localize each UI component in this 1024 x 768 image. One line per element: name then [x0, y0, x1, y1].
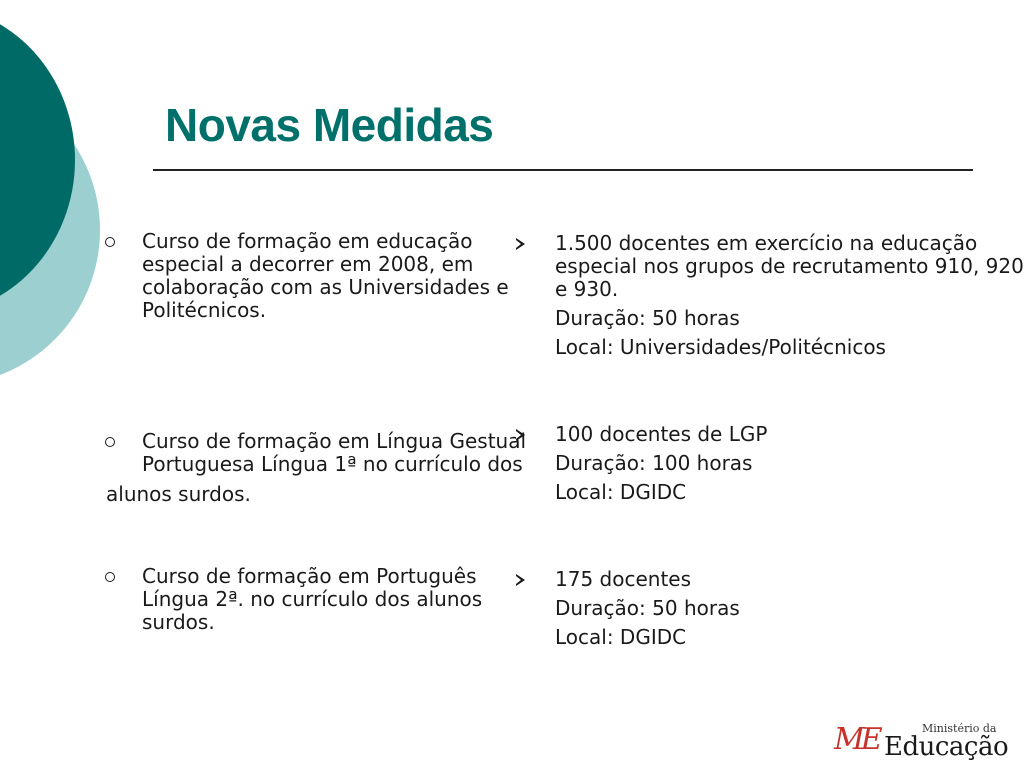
location-text: Local: DGIDC — [555, 480, 687, 504]
slide-title: Novas Medidas — [165, 99, 494, 151]
list-item-text: Curso de formação em Língua Gestual Portuguesa Língua 1ª no currículo dos — [142, 429, 527, 476]
duration-text: Duração: 50 horas — [555, 596, 740, 620]
ministry-logo — [830, 718, 1020, 766]
arrow-bullet-icon — [516, 238, 525, 250]
hollow-circle-bullet-icon — [105, 237, 115, 247]
list-item-text: 100 docentes de LGP — [555, 422, 768, 446]
list-item-text: 1.500 docentes em exercício na educação especial nos grupos de recrutamento 910, 920 e 930. — [555, 231, 1024, 301]
list-item-text: 175 docentes — [555, 567, 692, 591]
logo-ministry-text: Ministério da — [922, 722, 997, 735]
logo-education-text: Educação — [884, 732, 1009, 762]
duration-text: Duração: 50 horas — [555, 306, 740, 330]
logo-mark: ME — [834, 722, 879, 757]
arrow-bullet-icon — [516, 429, 525, 441]
location-text: Local: DGIDC — [555, 625, 687, 649]
list-item — [100, 230, 537, 322]
list-item — [513, 423, 1024, 504]
hollow-circle-bullet-icon — [105, 437, 115, 447]
arrow-bullet-icon — [516, 574, 525, 586]
duration-text: Duração: 100 horas — [555, 451, 753, 475]
list-item-text: Curso de formação em educação especial a decorrer em 2008, em colaboração com as Universidades e Politécnicos. — [142, 229, 509, 322]
list-item — [100, 565, 537, 634]
list-item-text: Curso de formação em Português Língua 2ª. no currículo dos alunos surdos. — [142, 564, 483, 634]
list-item-continuation: alunos surdos. — [106, 482, 251, 506]
location-text: Local: Universidades/Politécnicos — [555, 335, 886, 359]
title-divider — [153, 169, 973, 171]
list-item — [513, 568, 1024, 649]
list-item — [513, 232, 1024, 359]
list-item — [100, 430, 537, 506]
hollow-circle-bullet-icon — [105, 572, 115, 582]
